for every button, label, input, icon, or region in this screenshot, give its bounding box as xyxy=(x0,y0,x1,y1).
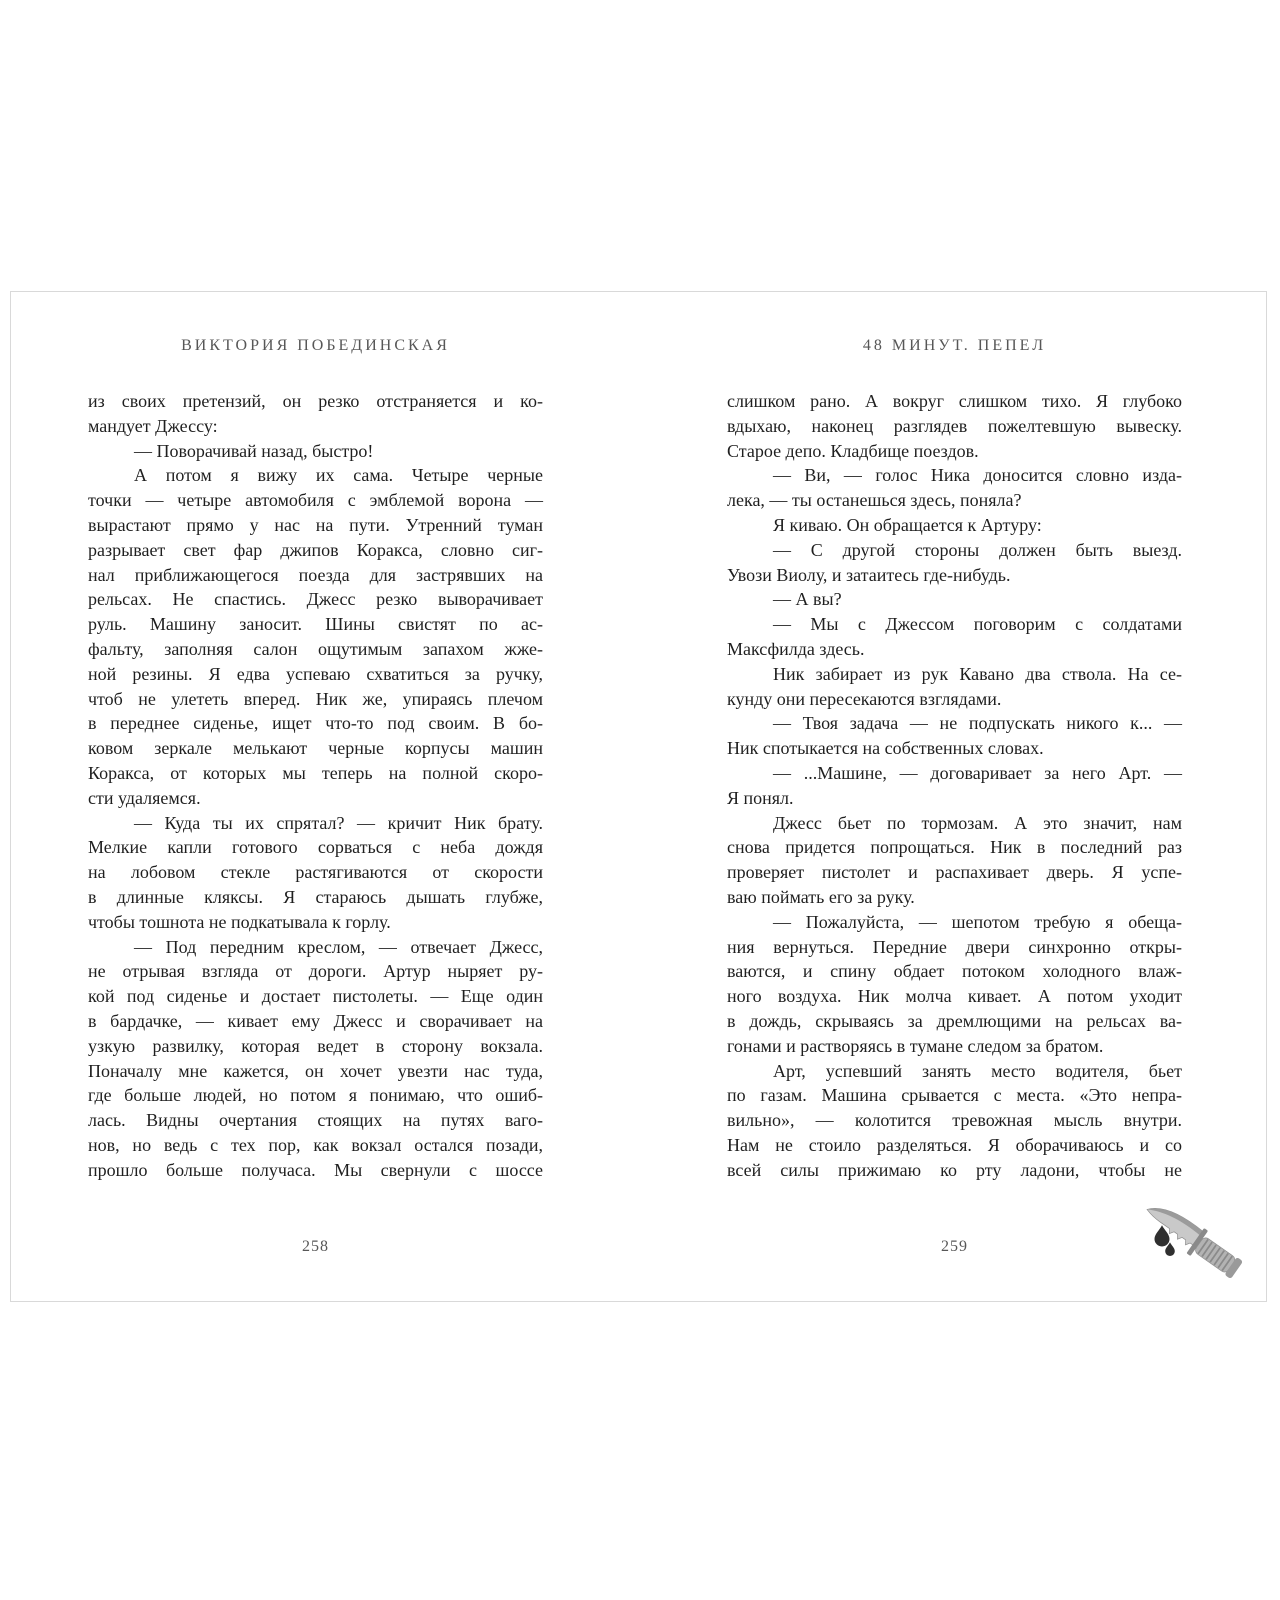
text-line: узкую развилку, которая ведет в сторону вокзала. xyxy=(88,1035,543,1056)
text-line: Нам не стоило разделяться. Я оборачиваюсь и со xyxy=(727,1134,1182,1155)
text-line: Я киваю. Он обращается к Артуру: xyxy=(773,514,1042,535)
text-line: Мелкие капли готового сорваться с неба дождя xyxy=(88,837,543,858)
text-line: кой под сиденье и достает пистолеты. — Еще один xyxy=(88,986,543,1007)
text-line: лась. Видны очертания стоящих на путях ваго- xyxy=(88,1110,543,1131)
text-line: — Поворачивай назад, быстро! xyxy=(134,440,374,461)
text-line: разрывает свет фар джипов Коракса, словно сиг- xyxy=(88,539,543,560)
text-line: — С другой стороны должен быть выезд. xyxy=(773,539,1182,560)
text-line: Поначалу мне кажется, он хочет увезти нас туда, xyxy=(88,1060,543,1081)
text-line: ковом зеркале мелькают черные корпусы машин xyxy=(88,738,543,759)
text-line: рельсах. Не спастись. Джесс резко выворачивает xyxy=(88,589,543,610)
text-line: Джесс бьет по тормозам. А это значит, нам xyxy=(773,812,1182,833)
text-line: в бардачке, — кивает ему Джесс и сворачивает на xyxy=(88,1010,543,1031)
running-header-title: 48 МИНУТ. ПЕПЕЛ xyxy=(862,337,1047,354)
bloody-knife-icon xyxy=(1132,1190,1256,1294)
text-line: Я понял. xyxy=(727,787,794,808)
text-line: сти удаляемся. xyxy=(88,787,201,808)
text-line: лека, — ты останешься здесь, поняла? xyxy=(727,490,1022,511)
text-line: вырастают прямо у нас на пути. Утренний туман xyxy=(88,514,543,535)
text-line: из своих претензий, он резко отстраняется и ко- xyxy=(88,391,543,411)
text-line: — А вы? xyxy=(773,589,842,610)
text-line: Арт, успевший занять место водителя, бьет xyxy=(773,1060,1182,1081)
text-line: фальту, заполняя салон ощутимым запахом жже- xyxy=(88,638,543,659)
text-line: Старое депо. Кладбище поездов. xyxy=(727,440,979,461)
text-line: чтоб не улететь вперед. Ник же, упираясь плечом xyxy=(88,688,543,709)
text-line: чтобы тошнота не подкатывала к горлу. xyxy=(88,911,391,932)
text-line: ния вернуться. Передние двери синхронно откры- xyxy=(727,936,1182,957)
text-line: Ник спотыкается на собственных словах. xyxy=(727,738,1044,759)
page-number-left: 258 xyxy=(302,1238,329,1255)
text-line: слишком рано. А вокруг слишком тихо. Я глубоко xyxy=(727,391,1182,411)
text-line: где больше людей, но потом я понимаю, что ошиб- xyxy=(88,1085,543,1106)
text-line: ной резины. Я едва успеваю схватиться за ручку, xyxy=(88,663,543,684)
text-line: не отрывая взгляда от дороги. Артур ныряет ру- xyxy=(88,961,543,982)
text-line: прошло больше получаса. Мы свернули с шоссе xyxy=(88,1159,543,1180)
text-line: в длинные кляксы. Я стараюсь дышать глубже, xyxy=(88,886,543,907)
text-line: в дождь, скрываясь за дремлющими на рельсах ва- xyxy=(727,1010,1182,1031)
text-line: в переднее сиденье, ищет что-то под своим. В бо- xyxy=(88,713,543,734)
running-header-author: ВИКТОРИЯ ПОБЕДИНСКАЯ xyxy=(181,337,450,354)
text-line: ного воздуха. Ник молча кивает. А потом уходит xyxy=(727,986,1182,1007)
text-line: гонами и растворяясь в тумане следом за братом. xyxy=(727,1035,1104,1056)
text-line: Максфилда здесь. xyxy=(727,638,865,659)
text-line: — Пожалуйста, — шепотом требую я обеща- xyxy=(773,911,1182,932)
text-line: — Ви, — голос Ника доносится словно изда- xyxy=(773,465,1182,486)
text-line: на лобовом стекле растягиваются от скорости xyxy=(88,862,543,883)
text-line: по газам. Машина срывается с места. «Это непра- xyxy=(727,1085,1182,1106)
text-line: нов, но ведь с тех пор, как вокзал остался позади, xyxy=(88,1134,543,1155)
text-line: руль. Машину заносит. Шины свистят по ас- xyxy=(88,614,543,635)
text-line: Коракса, от которых мы теперь на полной скоро- xyxy=(88,762,543,783)
text-line: мандует Джессу: xyxy=(88,415,218,436)
text-line: нал приближающегося поезда для застрявших на xyxy=(88,564,543,585)
text-line: — Твоя задача — не подпускать никого к... — xyxy=(773,713,1182,734)
text-line: А потом я вижу их сама. Четыре черные xyxy=(134,465,543,486)
text-line: — Мы с Джессом поговорим с солдатами xyxy=(773,614,1182,635)
text-line: ваются, и спину обдает потоком холодного влаж- xyxy=(727,961,1182,982)
text-line: снова придется попрощаться. Ник в последний раз xyxy=(727,837,1182,858)
text-line: кунду они пересекаются взглядами. xyxy=(727,688,1002,709)
text-line: — Под передним креслом, — отвечает Джесс, xyxy=(134,936,543,957)
text-line: проверяет пистолет и распахивает дверь. Я успе- xyxy=(727,862,1182,883)
page-number-right: 259 xyxy=(941,1238,968,1255)
left-page-text-column xyxy=(88,391,543,1185)
text-line: — ...Машине, — договаривает за него Арт. — xyxy=(773,762,1182,783)
text-line: точки — четыре автомобиля с эмблемой ворона — xyxy=(88,490,543,511)
text-line: вильно», — колотится тревожная мысль внутри. xyxy=(727,1110,1182,1131)
text-line: вдыхаю, наконец разглядев пожелтевшую вывеску. xyxy=(727,415,1182,436)
text-line: Увози Виолу, и затаитесь где-нибудь. xyxy=(727,564,1011,585)
text-line: Ник забирает из рук Кавано два ствола. На се- xyxy=(773,663,1182,684)
right-page-text-column xyxy=(727,391,1182,1185)
text-line: — Куда ты их спрятал? — кричит Ник брату. xyxy=(134,812,543,833)
text-line: ваю поймать его за руку. xyxy=(727,886,915,907)
text-line: всей силы прижимаю ко рту ладони, чтобы не xyxy=(727,1159,1182,1180)
